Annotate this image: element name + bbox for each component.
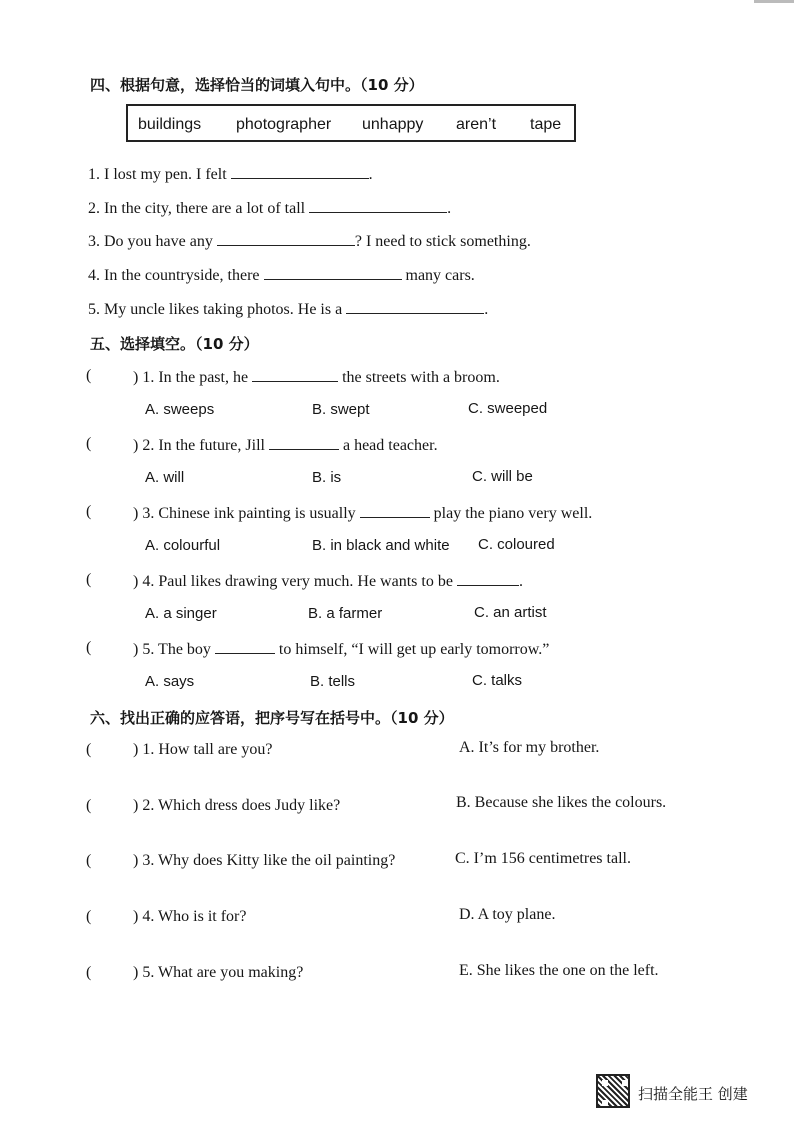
choice-question-2: ) 2. In the future, Jill a head teacher. <box>133 437 438 454</box>
match-answer-a: A. It’s for my brother. <box>459 739 600 756</box>
answer-bracket-open[interactable]: ( <box>86 797 92 814</box>
option-c[interactable]: C. coloured <box>478 536 555 553</box>
option-a[interactable]: A. says <box>145 673 195 690</box>
answer-bracket-open[interactable]: ( <box>86 435 92 452</box>
answer-blank[interactable] <box>309 198 447 213</box>
choice-question-4: ) 4. Paul likes drawing very much. He wants to be . <box>133 573 523 590</box>
answer-blank[interactable] <box>231 164 369 179</box>
scanner-watermark: 扫描全能王 创建 <box>638 1085 748 1103</box>
section-4-title: 四、根据句意，选择恰当的词填入句中。（10 分） <box>90 76 424 94</box>
qr-code-icon <box>596 1074 630 1108</box>
option-a[interactable]: A. sweeps <box>145 401 215 418</box>
match-question-4: ) 4. Who is it for? <box>133 908 247 925</box>
word-bank-item: photographer <box>236 116 332 133</box>
option-a[interactable]: A. will <box>145 469 185 486</box>
option-b[interactable]: B. tells <box>310 673 356 690</box>
word-bank-item: tape <box>530 116 562 133</box>
choice-question-1: ) 1. In the past, he the streets with a broom. <box>133 369 500 386</box>
match-answer-d: D. A toy plane. <box>459 906 556 923</box>
option-b[interactable]: B. in black and white <box>312 537 450 554</box>
answer-blank <box>269 435 339 450</box>
choice-question-3: ) 3. Chinese ink painting is usually play the piano very well. <box>133 505 593 522</box>
option-a[interactable]: A. a singer <box>145 605 217 622</box>
answer-bracket-open[interactable]: ( <box>86 639 92 656</box>
word-bank-item: unhappy <box>362 116 424 133</box>
match-question-5: ) 5. What are you making? <box>133 964 304 981</box>
answer-blank <box>360 503 430 518</box>
option-a[interactable]: A. colourful <box>145 537 221 554</box>
match-question-3: ) 3. Why does Kitty like the oil painting? <box>133 852 396 869</box>
answer-bracket-open[interactable]: ( <box>86 964 92 981</box>
answer-blank[interactable] <box>346 299 484 314</box>
answer-blank <box>215 639 275 654</box>
option-b[interactable]: B. swept <box>312 401 370 418</box>
corner-mark <box>754 0 794 3</box>
match-answer-e: E. She likes the one on the left. <box>459 962 659 979</box>
fill-item-3: 3. Do you have any ? I need to stick something. <box>88 233 531 250</box>
section-6-title: 六、找出正确的应答语，把序号写在括号中。（10 分） <box>90 709 454 727</box>
answer-blank <box>457 571 519 586</box>
fill-item-4: 4. In the countryside, there many cars. <box>88 267 475 284</box>
answer-bracket-open[interactable]: ( <box>86 741 92 758</box>
answer-bracket-open[interactable]: ( <box>86 503 92 520</box>
option-b[interactable]: B. a farmer <box>308 605 383 622</box>
word-bank <box>126 104 576 142</box>
fill-item-5: 5. My uncle likes taking photos. He is a . <box>88 301 489 318</box>
answer-bracket-open[interactable]: ( <box>86 571 92 588</box>
match-question-1: ) 1. How tall are you? <box>133 741 273 758</box>
match-answer-c: C. I’m 156 centimetres tall. <box>455 850 631 867</box>
word-bank-item: buildings <box>138 116 202 133</box>
fill-item-2: 2. In the city, there are a lot of tall . <box>88 200 452 217</box>
option-b[interactable]: B. is <box>312 469 342 486</box>
answer-bracket-open[interactable]: ( <box>86 852 92 869</box>
option-c[interactable]: C. sweeped <box>468 400 548 417</box>
match-answer-b: B. Because she likes the colours. <box>456 794 667 811</box>
answer-blank <box>252 367 338 382</box>
choice-question-5: ) 5. The boy to himself, “I will get up early tomorrow.” <box>133 641 550 658</box>
answer-blank[interactable] <box>264 265 402 280</box>
word-bank-item: aren’t <box>456 116 497 133</box>
answer-bracket-open[interactable]: ( <box>86 367 92 384</box>
answer-bracket-open[interactable]: ( <box>86 908 92 925</box>
fill-item-1: 1. I lost my pen. I felt . <box>88 166 373 183</box>
option-c[interactable]: C. talks <box>472 672 523 689</box>
answer-blank[interactable] <box>217 231 355 246</box>
option-c[interactable]: C. will be <box>472 468 533 485</box>
section-5-title: 五、选择填空。（10 分） <box>90 335 259 353</box>
match-question-2: ) 2. Which dress does Judy like? <box>133 797 341 814</box>
option-c[interactable]: C. an artist <box>474 604 547 621</box>
